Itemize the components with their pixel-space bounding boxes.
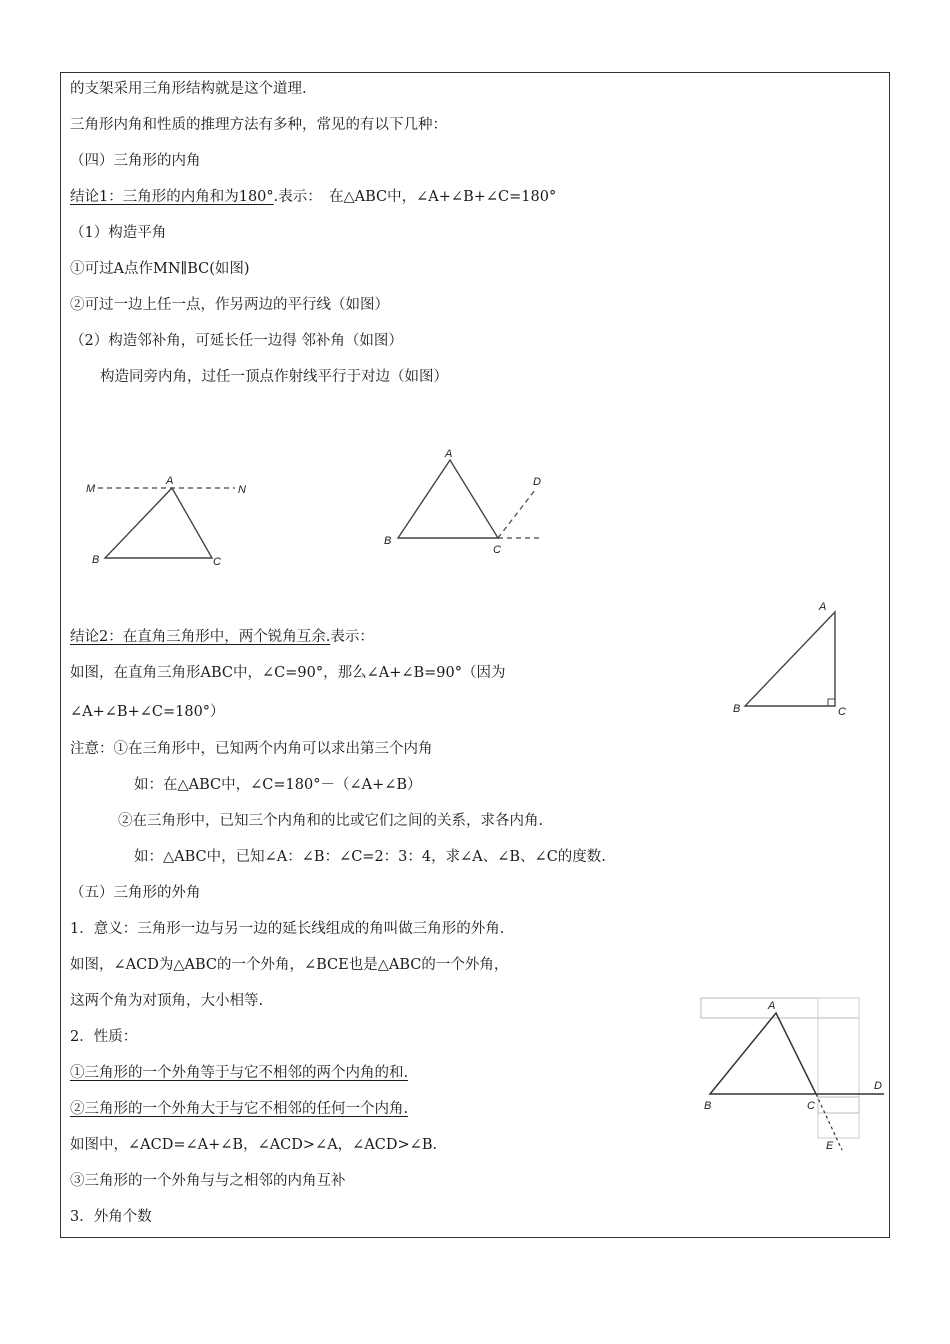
section-heading: （四）三角形的内角: [70, 153, 201, 169]
text-line: 三角形内角和性质的推理方法有多种，常见的有以下几种：: [70, 117, 447, 133]
label-n: N: [238, 484, 246, 496]
label-c: C: [493, 544, 501, 556]
figure-exterior-angle: [698, 995, 890, 1155]
label-c: C: [838, 706, 846, 718]
figure-right-triangle: [730, 595, 860, 725]
text-line: 注意：①在三角形中，已知两个内角可以求出第三个内角: [70, 741, 433, 757]
figure-parallel-line: [80, 465, 260, 575]
scan-artifact: [701, 998, 859, 1018]
scan-artifact: [818, 998, 859, 1138]
text-line: ∠A+∠B+∠C=180°）: [70, 704, 225, 720]
label-c: C: [213, 556, 221, 568]
text-line: 的支架采用三角形结构就是这个道理.: [70, 81, 307, 97]
text-line: ②可过一边上任一点，作另两边的平行线（如图）: [70, 297, 389, 313]
property-1: ①三角形的一个外角等于与它不相邻的两个内角的和.: [70, 1065, 409, 1081]
text-line: （1）构造平角: [70, 225, 167, 241]
triangle-abc: [745, 612, 835, 706]
triangle-abc: [398, 460, 498, 538]
label-d: D: [533, 476, 541, 488]
text-line: 构造同旁内角，过任一顶点作射线平行于对边（如图）: [100, 369, 448, 385]
label-a: A: [445, 448, 453, 460]
property-2: ②三角形的一个外角大于与它不相邻的任何一个内角.: [70, 1101, 409, 1117]
label-c: C: [807, 1100, 815, 1112]
conclusion-1: [70, 187, 556, 207]
text-line: 如：在△ABC中，∠C=180°－（∠A+∠B）: [134, 777, 422, 793]
triangle-abc: [105, 488, 212, 558]
conclusion-1-expression: .表示： 在△ABC中，∠A+∠B+∠C=180°: [273, 189, 557, 205]
property-3: ③三角形的一个外角与与之相邻的内角互补: [70, 1173, 346, 1189]
text-line: 1．意义：三角形一边与另一边的延长线组成的角叫做三角形的外角.: [70, 921, 505, 937]
label-d: D: [874, 1080, 882, 1092]
label-m: M: [86, 483, 96, 495]
label-a: A: [166, 475, 174, 487]
label-e: E: [826, 1140, 834, 1152]
text-line: 如：△ABC中，已知∠A：∠B：∠C=2：3：4，求∠A、∠B、∠C的度数.: [134, 849, 606, 865]
label-a: A: [819, 601, 827, 613]
text-line: （2）构造邻补角，可延长任一边得 邻补角（如图）: [70, 333, 403, 349]
text-line: 2．性质：: [70, 1029, 138, 1045]
conclusion-2-title: 结论2：在直角三角形中，两个锐角互余.: [70, 629, 331, 645]
label-b: B: [92, 554, 100, 566]
conclusion-2-expression: 表示：: [330, 629, 374, 645]
text-line: 如图，∠ACD为△ABC的一个外角，∠BCE也是△ABC的一个外角，: [70, 957, 509, 973]
triangle-abc: [710, 1013, 816, 1094]
label-b: B: [384, 535, 392, 547]
label-b: B: [733, 703, 741, 715]
ray-cd: [498, 490, 535, 538]
label-a: A: [768, 1000, 776, 1012]
label-b: B: [704, 1100, 712, 1112]
conclusion-2: [70, 627, 374, 647]
figure-extended-side: [380, 445, 550, 560]
text-line: ②在三角形中，已知三个内角和的比或它们之间的关系，求各内角.: [118, 813, 544, 829]
text-line: 3．外角个数: [70, 1209, 152, 1225]
conclusion-1-title: 结论1：三角形的内角和为180°: [70, 189, 274, 205]
text-line: 这两个角为对顶角，大小相等.: [70, 993, 264, 1009]
text-line: ①可过A点作MN∥BC(如图): [70, 261, 250, 277]
right-angle-mark: [828, 699, 835, 706]
text-line: 如图中，∠ACD=∠A+∠B，∠ACD>∠A，∠ACD>∠B.: [70, 1137, 438, 1153]
text-line: 如图，在直角三角形ABC中，∠C=90°，那么∠A+∠B=90°（因为: [70, 665, 506, 681]
section-heading: （五）三角形的外角: [70, 885, 201, 901]
